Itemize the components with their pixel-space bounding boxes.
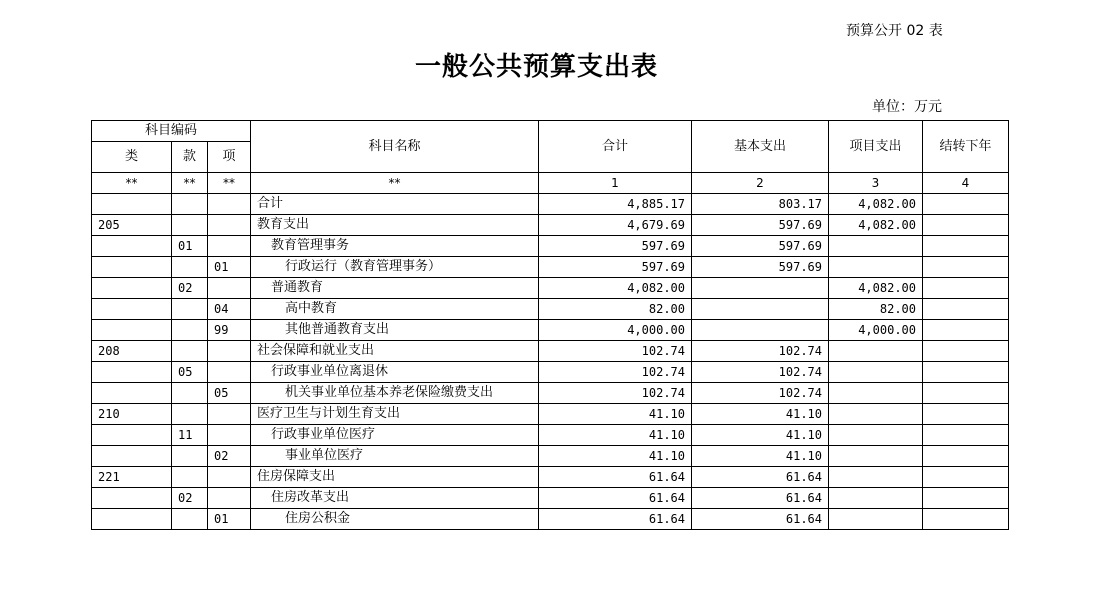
- lei-header: 类: [92, 142, 172, 173]
- subject-name-cell: 教育管理事务: [251, 236, 539, 257]
- total-cell: 61.64: [539, 509, 692, 530]
- subject-name-cell: 事业单位医疗: [251, 446, 539, 467]
- xiang-cell: 01: [208, 509, 251, 530]
- table-row: [92, 509, 1009, 530]
- xiang-cell: 02: [208, 446, 251, 467]
- basic-cell: 61.64: [692, 509, 829, 530]
- total-cell: 61.64: [539, 488, 692, 509]
- subject-name-cell: 普通教育: [251, 278, 539, 299]
- lei-cell: [92, 257, 172, 278]
- total-cell: 41.10: [539, 404, 692, 425]
- form-number: 预算公开 02 表: [846, 23, 943, 39]
- carryover-cell: [923, 362, 1009, 383]
- total-cell: 82.00: [539, 299, 692, 320]
- lei-cell: [92, 299, 172, 320]
- kuan-cell: [172, 383, 208, 404]
- table-row: [92, 236, 1009, 257]
- table-row: [92, 383, 1009, 404]
- kuan-cell: [172, 215, 208, 236]
- project-cell: [829, 425, 923, 446]
- kuan-cell: [172, 509, 208, 530]
- carryover-cell: [923, 446, 1009, 467]
- xiang-cell: [208, 194, 251, 215]
- total-cell: 41.10: [539, 446, 692, 467]
- table-row: [92, 320, 1009, 341]
- table-row: [92, 215, 1009, 236]
- subject-name-cell: 行政事业单位离退休: [251, 362, 539, 383]
- basic-cell: 597.69: [692, 236, 829, 257]
- lei-cell: [92, 509, 172, 530]
- index-row: [92, 173, 1009, 194]
- xiang-cell: 04: [208, 299, 251, 320]
- kuan-header: 款: [172, 142, 208, 173]
- total-cell: 597.69: [539, 236, 692, 257]
- budget-table: [91, 120, 1009, 530]
- basic-cell: 41.10: [692, 425, 829, 446]
- total-cell: 597.69: [539, 257, 692, 278]
- kuan-cell: [172, 467, 208, 488]
- basic-cell: [692, 320, 829, 341]
- project-cell: [829, 509, 923, 530]
- unit-label: 单位：万元: [872, 99, 942, 115]
- project-cell: 82.00: [829, 299, 923, 320]
- carryover-cell: [923, 320, 1009, 341]
- basic-cell: 61.64: [692, 467, 829, 488]
- page-title: 一般公共预算支出表: [414, 52, 658, 82]
- xiang-cell: [208, 467, 251, 488]
- index-project: 3: [829, 173, 923, 194]
- kuan-cell: [172, 320, 208, 341]
- lei-cell: 208: [92, 341, 172, 362]
- index-kuan: **: [172, 173, 208, 194]
- subject-name-cell: 住房改革支出: [251, 488, 539, 509]
- carryover-header: 结转下年: [923, 121, 1009, 173]
- basic-cell: [692, 278, 829, 299]
- lei-cell: [92, 194, 172, 215]
- kuan-cell: 02: [172, 488, 208, 509]
- table-row: [92, 467, 1009, 488]
- carryover-cell: [923, 236, 1009, 257]
- kuan-cell: [172, 299, 208, 320]
- project-cell: 4,000.00: [829, 320, 923, 341]
- project-cell: [829, 341, 923, 362]
- carryover-cell: [923, 467, 1009, 488]
- carryover-cell: [923, 404, 1009, 425]
- project-cell: 4,082.00: [829, 278, 923, 299]
- lei-cell: [92, 383, 172, 404]
- xiang-cell: [208, 236, 251, 257]
- basic-expense-header: 基本支出: [692, 121, 829, 173]
- carryover-cell: [923, 509, 1009, 530]
- total-cell: 4,082.00: [539, 278, 692, 299]
- total-cell: 4,885.17: [539, 194, 692, 215]
- kuan-cell: [172, 446, 208, 467]
- table-row: [92, 446, 1009, 467]
- project-cell: 4,082.00: [829, 215, 923, 236]
- project-expense-header: 项目支出: [829, 121, 923, 173]
- basic-cell: 41.10: [692, 404, 829, 425]
- carryover-cell: [923, 488, 1009, 509]
- lei-cell: 210: [92, 404, 172, 425]
- basic-cell: 102.74: [692, 341, 829, 362]
- table-row: [92, 425, 1009, 446]
- xiang-cell: 99: [208, 320, 251, 341]
- index-total: 1: [539, 173, 692, 194]
- carryover-cell: [923, 425, 1009, 446]
- total-cell: 41.10: [539, 425, 692, 446]
- xiang-cell: [208, 425, 251, 446]
- index-xiang: **: [208, 173, 251, 194]
- total-cell: 102.74: [539, 383, 692, 404]
- table-row: [92, 488, 1009, 509]
- project-cell: [829, 236, 923, 257]
- table-row: [92, 299, 1009, 320]
- project-cell: [829, 488, 923, 509]
- table-row: [92, 362, 1009, 383]
- carryover-cell: [923, 194, 1009, 215]
- header-row-1: [92, 121, 1009, 142]
- basic-cell: 597.69: [692, 257, 829, 278]
- lei-cell: [92, 425, 172, 446]
- table-row: [92, 194, 1009, 215]
- kuan-cell: [172, 257, 208, 278]
- project-cell: [829, 467, 923, 488]
- kuan-cell: 02: [172, 278, 208, 299]
- xiang-cell: [208, 488, 251, 509]
- lei-cell: [92, 488, 172, 509]
- subject-name-cell: 合计: [251, 194, 539, 215]
- xiang-cell: 01: [208, 257, 251, 278]
- subject-name-cell: 住房公积金: [251, 509, 539, 530]
- carryover-cell: [923, 383, 1009, 404]
- basic-cell: [692, 299, 829, 320]
- basic-cell: 41.10: [692, 446, 829, 467]
- index-name: **: [251, 173, 539, 194]
- table-row: [92, 278, 1009, 299]
- index-carryover: 4: [923, 173, 1009, 194]
- xiang-cell: [208, 341, 251, 362]
- subject-name-cell: 住房保障支出: [251, 467, 539, 488]
- subject-name-cell: 其他普通教育支出: [251, 320, 539, 341]
- lei-cell: [92, 362, 172, 383]
- total-cell: 4,679.69: [539, 215, 692, 236]
- subject-name-header: 科目名称: [251, 121, 539, 173]
- project-cell: [829, 362, 923, 383]
- total-header: 合计: [539, 121, 692, 173]
- kuan-cell: 05: [172, 362, 208, 383]
- carryover-cell: [923, 257, 1009, 278]
- index-basic: 2: [692, 173, 829, 194]
- subject-name-cell: 机关事业单位基本养老保险缴费支出: [251, 383, 539, 404]
- total-cell: 102.74: [539, 362, 692, 383]
- subject-name-cell: 行政运行（教育管理事务）: [251, 257, 539, 278]
- lei-cell: 221: [92, 467, 172, 488]
- index-lei: **: [92, 173, 172, 194]
- lei-cell: [92, 320, 172, 341]
- lei-cell: [92, 236, 172, 257]
- carryover-cell: [923, 341, 1009, 362]
- kuan-cell: [172, 404, 208, 425]
- subject-name-cell: 医疗卫生与计划生育支出: [251, 404, 539, 425]
- carryover-cell: [923, 299, 1009, 320]
- basic-cell: 102.74: [692, 383, 829, 404]
- subject-name-cell: 高中教育: [251, 299, 539, 320]
- total-cell: 61.64: [539, 467, 692, 488]
- kuan-cell: [172, 341, 208, 362]
- xiang-header: 项: [208, 142, 251, 173]
- xiang-cell: [208, 215, 251, 236]
- project-cell: 4,082.00: [829, 194, 923, 215]
- project-cell: [829, 446, 923, 467]
- carryover-cell: [923, 215, 1009, 236]
- table-row: [92, 257, 1009, 278]
- kuan-cell: 11: [172, 425, 208, 446]
- kuan-cell: [172, 194, 208, 215]
- kuan-cell: 01: [172, 236, 208, 257]
- table-row: [92, 404, 1009, 425]
- basic-cell: 102.74: [692, 362, 829, 383]
- total-cell: 4,000.00: [539, 320, 692, 341]
- xiang-cell: 05: [208, 383, 251, 404]
- xiang-cell: [208, 278, 251, 299]
- project-cell: [829, 404, 923, 425]
- basic-cell: 61.64: [692, 488, 829, 509]
- subject-name-cell: 行政事业单位医疗: [251, 425, 539, 446]
- lei-cell: 205: [92, 215, 172, 236]
- xiang-cell: [208, 362, 251, 383]
- carryover-cell: [923, 278, 1009, 299]
- basic-cell: 803.17: [692, 194, 829, 215]
- basic-cell: 597.69: [692, 215, 829, 236]
- subject-code-header: 科目编码: [92, 121, 251, 142]
- lei-cell: [92, 446, 172, 467]
- subject-name-cell: 教育支出: [251, 215, 539, 236]
- lei-cell: [92, 278, 172, 299]
- project-cell: [829, 257, 923, 278]
- total-cell: 102.74: [539, 341, 692, 362]
- xiang-cell: [208, 404, 251, 425]
- subject-name-cell: 社会保障和就业支出: [251, 341, 539, 362]
- table-row: [92, 341, 1009, 362]
- project-cell: [829, 383, 923, 404]
